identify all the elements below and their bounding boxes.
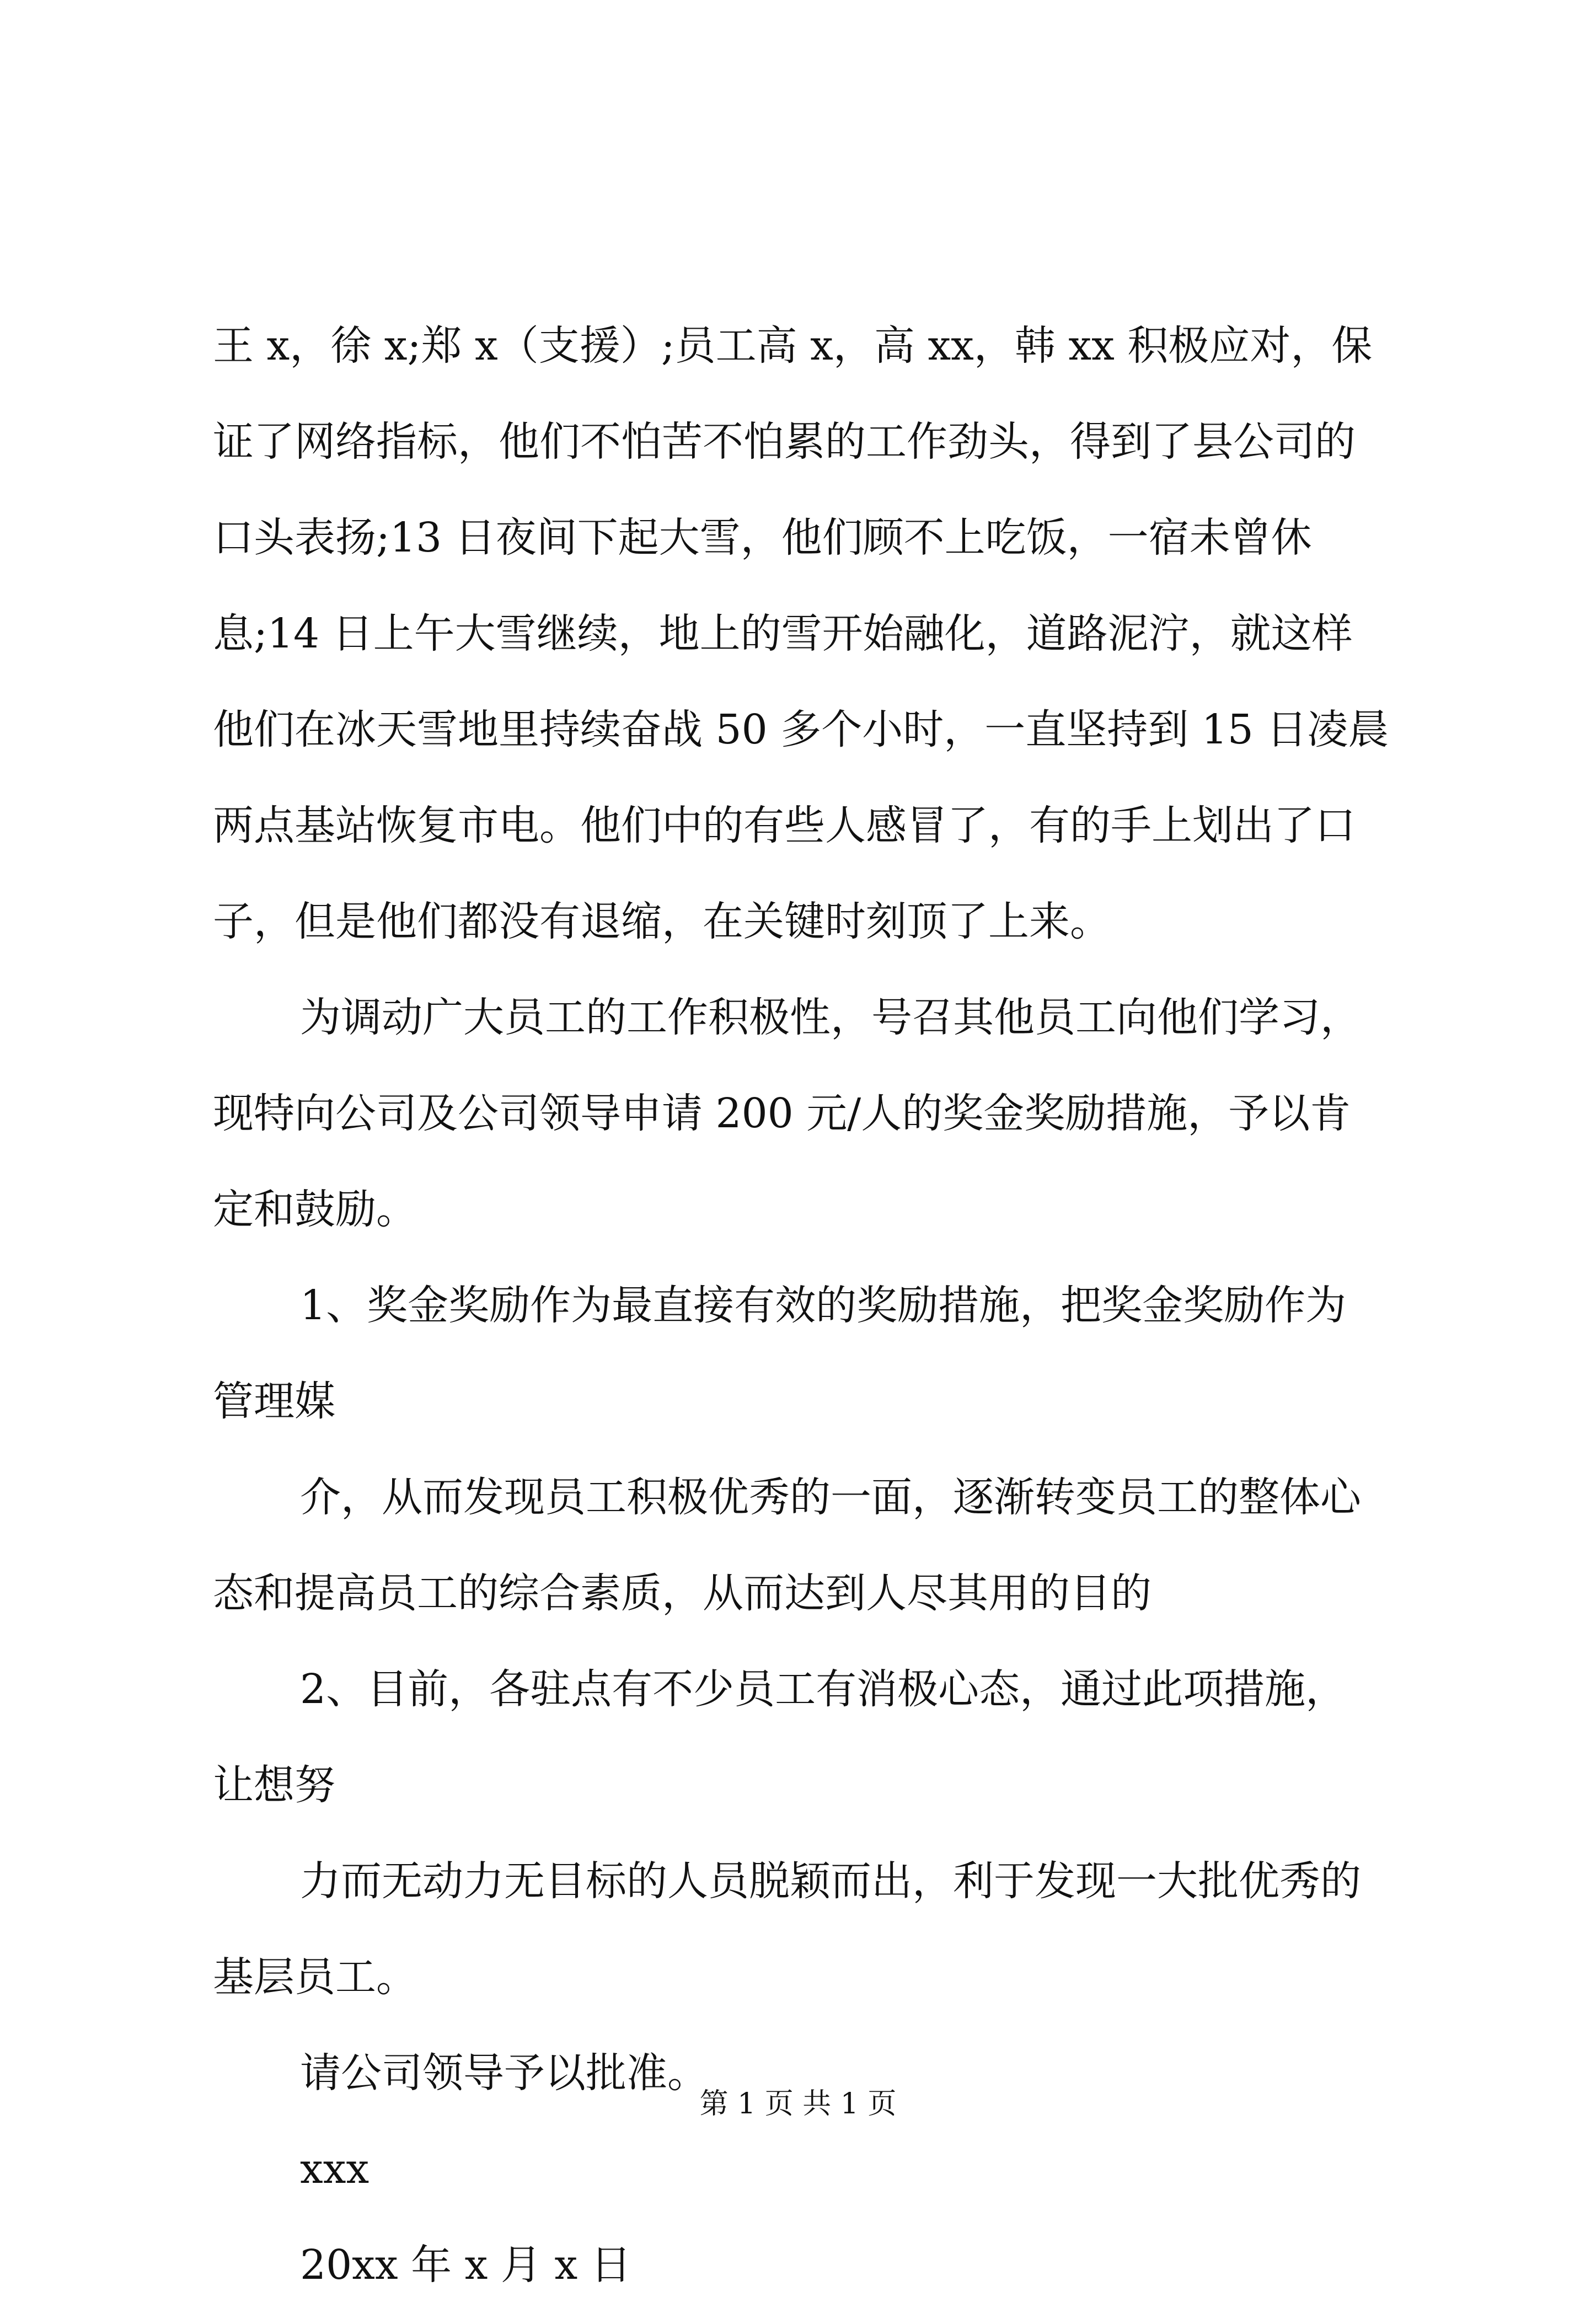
text-line: 1、奖金奖励作为最直接有效的奖励措施，把奖金奖励作为	[300, 1282, 1347, 1329]
text-line: 定和鼓励。	[213, 1186, 417, 1233]
document-body	[213, 298, 1399, 2313]
text-line: 让想努	[213, 1761, 335, 1809]
text-line: 力而无动力无目标的人员脱颖而出，利于发现一大批优秀的	[300, 1857, 1361, 1905]
text-line: 两点基站恢复市电。他们中的有些人感冒了，有的手上划出了口	[213, 802, 1356, 849]
request-line: 请公司领导予以批准。	[300, 2049, 708, 2097]
text-line: 介，从而发现员工积极优秀的一面，逐渐转变员工的整体心	[300, 1474, 1361, 1521]
text-line: 口头表扬;13 日夜间下起大雪，他们顾不上吃饭，一宿未曾休	[213, 514, 1312, 561]
text-line: 他们在冰天雪地里持续奋战 50 多个小时，一直坚持到 15 日凌晨	[213, 706, 1389, 753]
signature-line: xxx	[300, 2145, 369, 2193]
text-line: 管理媒	[213, 1378, 335, 1425]
text-line: 现特向公司及公司领导申请 200 元/人的奖金奖励措施，予以肯	[213, 1090, 1351, 1137]
text-line: 为调动广大员工的工作积极性，号召其他员工向他们学习，	[300, 994, 1361, 1041]
text-line: 证了网络指标，他们不怕苦不怕累的工作劲头，得到了县公司的	[213, 418, 1356, 465]
text-line: 息;14 日上午大雪继续，地上的雪开始融化，道路泥泞，就这样	[213, 610, 1353, 657]
text-line: 态和提高员工的综合素质，从而达到人尽其用的目的	[213, 1570, 1152, 1617]
page-number-footer: 第 1 页 共 1 页	[699, 2087, 897, 2121]
text-line: 2、目前，各驻点有不少员工有消极心态，通过此项措施，	[300, 1666, 1347, 1713]
text-line: 王 x，徐 x;郑 x（支援）;员工高 x，高 xx，韩 xx 积极应对，保	[213, 322, 1373, 370]
date-line: 20xx 年 x 月 x 日	[300, 2241, 631, 2289]
text-line: 子，但是他们都没有退缩，在关键时刻顶了上来。	[213, 898, 1111, 945]
text-line: 基层员工。	[213, 1953, 417, 2001]
